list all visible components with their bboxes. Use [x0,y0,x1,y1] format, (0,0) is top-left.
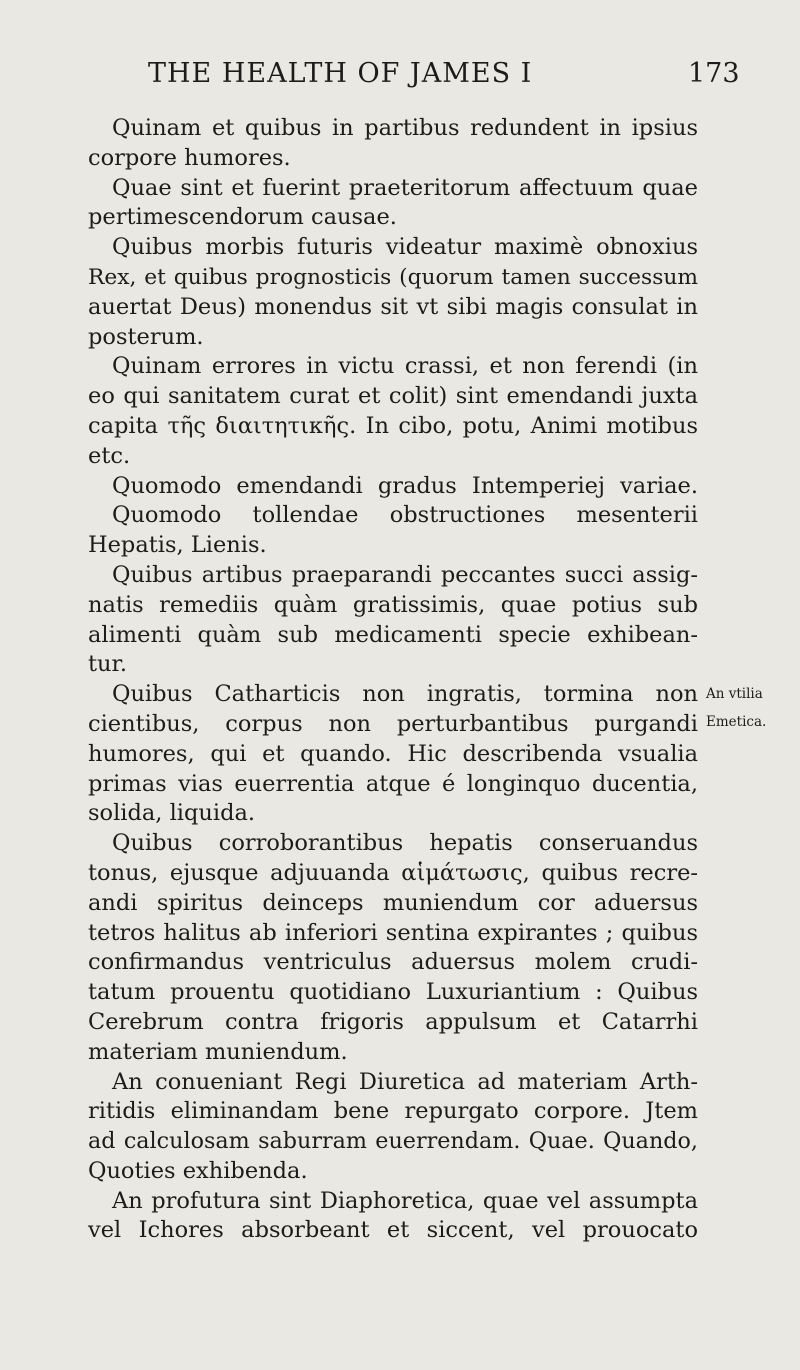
text-line: ritidis eliminandam bene repurgato corpore. Jtem [88,1098,698,1125]
text-line: auertat Deus) monendus sit vt sibi magis consulat in [88,293,698,320]
text-line: capita τῆς διαιτητικῆς. In cibo, potu, Animi motibus [88,412,698,439]
text-line: tetros halitus ab inferiori sentina expirantes ; quibus [88,919,698,946]
running-header [0,58,800,98]
text-line: tonus, ejusque adjuuanda αἱμάτωσις, quibus recre- [88,859,698,886]
text-line: An conueniant Regi Diuretica ad materiam Arth- [112,1068,698,1095]
text-line: natis remediis quàm gratissimis, quae potius sub [88,591,698,618]
text-line: posterum. [88,323,204,350]
text-line: Quibus Catharticis non ingratis, tormina non [112,681,698,708]
text-line: Quibus corroborantibus hepatis conseruandus [112,830,698,857]
text-line: Quibus morbis futuris videatur maximè obnoxius [112,234,698,261]
text-line: etc. [88,442,131,469]
text-line: solida, liquida. [88,800,256,827]
text-line: An profutura sint Diaphoretica, quae vel assumpta [112,1187,698,1214]
text-line: Quoties exhibenda. [88,1157,308,1184]
text-line: cientibus, corpus non perturbantibus purgandi [88,710,698,737]
text-line: Rex, et quibus prognosticis (quorum tamen successum [88,264,698,290]
text-line: andi spiritus deinceps muniendum cor aduersus [88,889,698,916]
text-line: ad calculosam saburram euerrendam. Quae. Quando, [88,1128,698,1155]
text-line: Quomodo tollendae obstructiones mesenterii [112,502,698,529]
page-number: 173 [688,58,740,89]
text-line: Cerebrum contra frigoris appulsum et Catarrhi [88,1008,698,1035]
text-line: Quinam errores in victu crassi, et non ferendi (in [112,353,698,380]
text-line: tatum prouentu quotidiano Luxuriantium : Quibus [88,979,698,1006]
text-line: primas vias euerrentia atque é longinquo ducentia, [88,770,698,797]
body-text [88,114,698,1246]
running-title: THE HEALTH OF JAMES I [148,58,533,89]
text-line: humores, qui et quando. Hic describenda vsualia [88,740,698,767]
text-line: Quomodo emendandi gradus Intemperiej variae. [112,472,698,499]
text-line: vel Ichores absorbeant et siccent, vel prouocato [88,1217,698,1244]
margin-note: An vtilia [706,686,763,702]
text-line: Hepatis, Lienis. [88,532,267,559]
text-line: confirmandus ventriculus aduersus molem crudi- [88,949,698,976]
text-line: pertimescendorum causae. [88,204,397,231]
margin-note: Emetica. [706,714,767,730]
text-line: Quibus artibus praeparandi peccantes succi assig- [112,561,698,588]
text-line: tur. [88,651,127,678]
text-line: alimenti quàm sub medicamenti specie exhibean- [88,621,698,648]
text-line: materiam muniendum. [88,1038,348,1065]
text-line: corpore humores. [88,144,291,171]
text-line: Quinam et quibus in partibus redundent in ipsius [112,115,698,141]
text-line: eo qui sanitatem curat et colit) sint emendandi juxta [88,383,698,410]
text-line: Quae sint et fuerint praeteritorum affectuum quae [112,174,698,201]
